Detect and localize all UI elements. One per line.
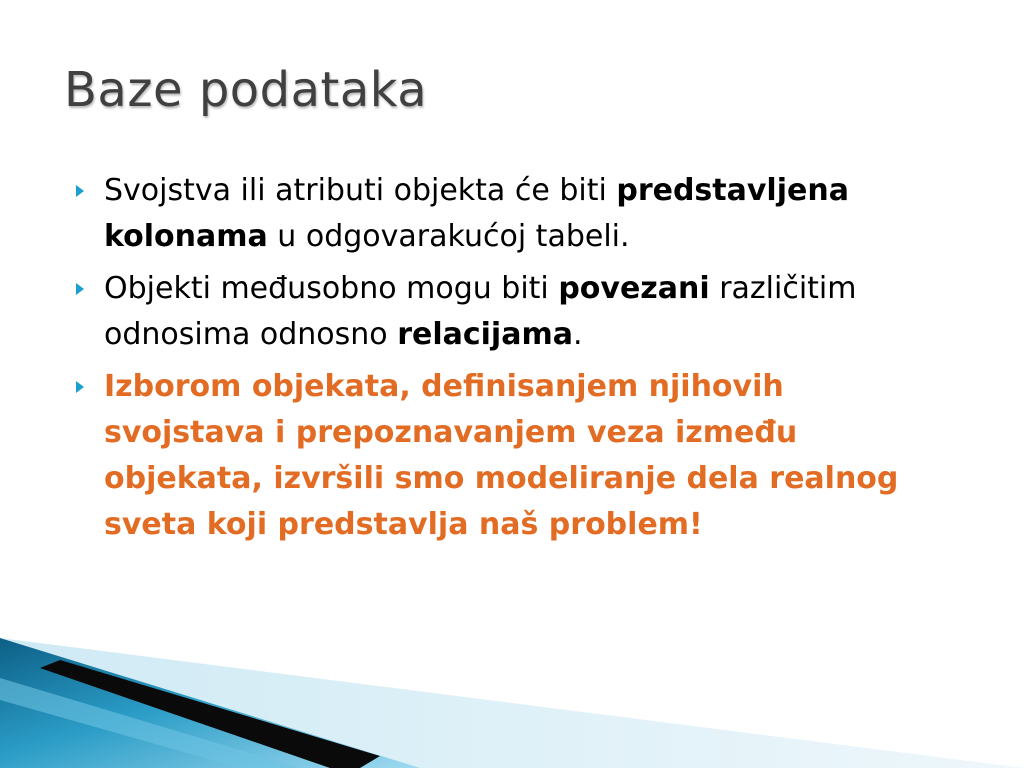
bullet-item-conclusion xyxy=(72,364,952,548)
bullet-arrow-icon xyxy=(76,185,84,197)
bullet-arrow-icon xyxy=(76,381,84,393)
bullet-text: u odgovarakućoj tabeli. xyxy=(267,219,630,254)
bullet-list xyxy=(72,168,952,554)
bullet-text: Svojstva ili atributi objekta će biti xyxy=(104,173,617,208)
bullet-item-relations xyxy=(72,266,952,358)
bullet-bold-text: povezani xyxy=(558,271,710,306)
bullet-text: različitim odnosima odnosno xyxy=(104,271,857,352)
bullet-arrow-icon xyxy=(76,283,84,295)
decorative-wave-graphic xyxy=(0,638,1024,768)
bullet-bold-text: predstavljena kolonama xyxy=(104,173,849,254)
bullet-item-attributes xyxy=(72,168,952,260)
slide-title: Baze podataka xyxy=(64,62,428,118)
bullet-text: Objekti međusobno mogu biti xyxy=(104,271,559,306)
bullet-bold-text: relacijama xyxy=(397,317,573,352)
bullet-text: . xyxy=(572,317,583,352)
bullet-text: Izborom objekata, definisanjem njihovih svojstava i prepoznavanjem veza između objekata, izvršili smo modeliranje dela realnog sveta koji predstavlja naš problem! xyxy=(104,369,899,542)
